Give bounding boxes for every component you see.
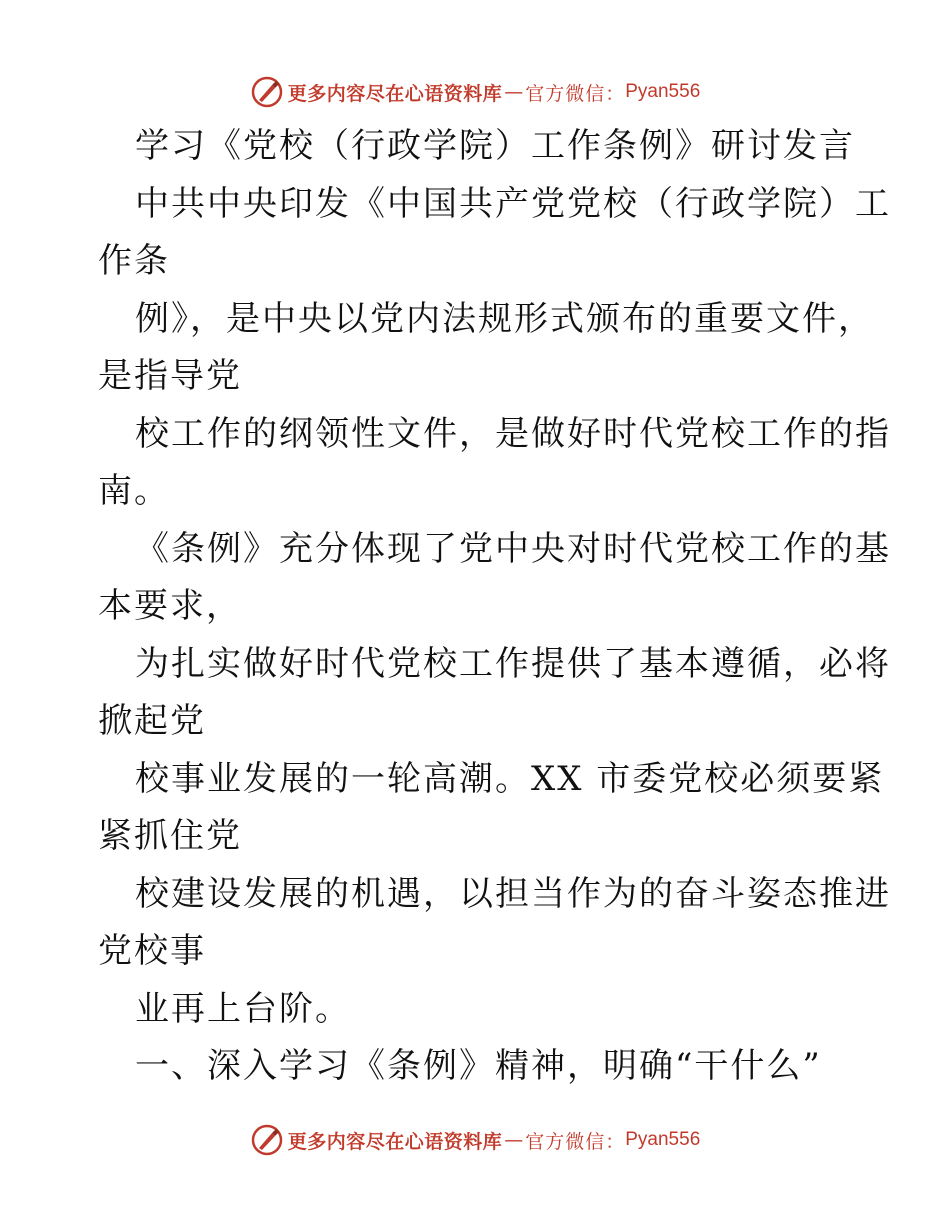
text-line: 例》，是中央以党内法规形式颁布的重要文件， [135, 298, 874, 339]
text-line: 业再上台阶。 [135, 988, 351, 1029]
watermark-separator: — [504, 81, 524, 103]
text-line: 学习《党校（行政学院）工作条例》研讨发言 [135, 126, 855, 166]
text-line: 紧抓住党 [98, 816, 242, 856]
watermark-wechat-id: Pyan556 [625, 81, 701, 102]
footer-watermark [0, 1120, 950, 1160]
watermark-brand: 更多内容尽在心语资料库 [287, 1130, 503, 1153]
watermark-wechat-label: 官方微信： [525, 1130, 626, 1153]
text-line: 掀起党 [98, 701, 206, 741]
header-watermark [0, 72, 950, 112]
pen-logo-icon [250, 75, 284, 109]
watermark-separator: — [504, 1129, 524, 1151]
text-line: 南。 [98, 471, 170, 511]
text-line: 作条 [98, 241, 170, 281]
text-line: 校工作的纲领性文件，是做好时代党校工作的指 [135, 413, 891, 454]
watermark-wechat-label: 官方微信： [525, 82, 626, 105]
text-line: 校事业发展的一轮高潮。XX 市委党校必须要紧 [135, 758, 885, 799]
watermark-wechat-id: Pyan556 [625, 1129, 701, 1150]
text-line: 本要求， [98, 586, 242, 626]
text-line: 校建设发展的机遇，以担当作为的奋斗姿态推进 [135, 873, 891, 914]
watermark-brand: 更多内容尽在心语资料库 [287, 82, 503, 105]
text-line: 中共中央印发《中国共产党党校（行政学院）工 [135, 183, 891, 224]
text-line: 党校事 [98, 931, 206, 971]
document-body [98, 118, 891, 1096]
text-line: 一、深入学习《条例》精神，明确“干什么” [135, 1046, 822, 1086]
text-line: 《条例》充分体现了党中央对时代党校工作的基 [135, 528, 891, 569]
text-line: 为扎实做好时代党校工作提供了基本遵循，必将 [135, 643, 891, 684]
pen-logo-icon [250, 1123, 284, 1157]
text-line: 是指导党 [98, 356, 242, 396]
